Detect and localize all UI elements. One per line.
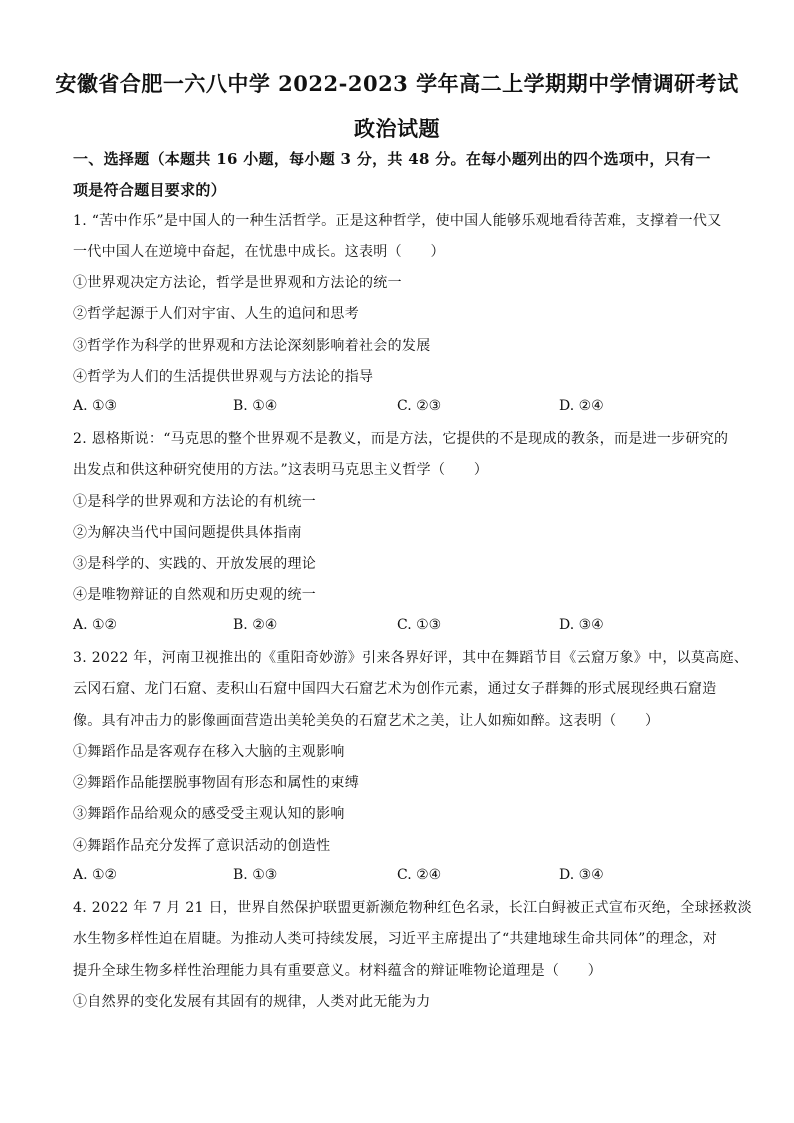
- section-heading-line-1: 一、选择题（本题共 16 小题，每小题 3 分，共 48 分。在每小题列出的四个选项中，只有一: [73, 150, 711, 168]
- question-3-statement-4: ④舞蹈作品充分发挥了意识活动的创造性: [73, 838, 331, 854]
- option-d: D. ②④: [559, 398, 604, 414]
- question-2-stem-line-2: 出发点和供这种研究使用的方法。”这表明马克思主义哲学（ ）: [73, 462, 489, 478]
- option-b: B. ①④: [233, 398, 278, 414]
- question-3-stem-line-2: 云冈石窟、龙门石窟、麦积山石窟中国四大石窟艺术为创作元素，通过女子群舞的形式展现经典石窟造: [73, 681, 717, 697]
- section-heading-line-2: 项是符合题目要求的）: [73, 181, 227, 199]
- option-b: B. ①③: [233, 867, 278, 883]
- question-2-options: [73, 617, 723, 637]
- option-c: C. ②④: [397, 867, 442, 883]
- option-d: D. ③④: [559, 867, 604, 883]
- question-3-statement-1: ①舞蹈作品是客观存在移入大脑的主观影响: [73, 744, 345, 760]
- question-4-stem-line-1: 4. 2022 年 7 月 21 日，世界自然保护联盟更新濒危物种红色名录，长江白鲟被正式宣布灭绝，全球拯救淡: [73, 900, 752, 916]
- question-3-stem-line-3: 像。具有冲击力的影像画面营造出美轮美奂的石窟艺术之美，让人如痴如醉。这表明（ ）: [73, 713, 660, 729]
- option-a: A. ①③: [73, 398, 118, 414]
- question-2-statement-2: ②为解决当代中国问题提供具体指南: [73, 525, 302, 541]
- option-b: B. ②④: [233, 617, 278, 633]
- option-c: C. ②③: [397, 398, 442, 414]
- question-1-stem-line-1: 1. “苦中作乐”是中国人的一种生活哲学。正是这种哲学，使中国人能够乐观地看待苦难，支撑着一代又: [73, 213, 722, 229]
- question-2-statement-4: ④是唯物辩证的自然观和历史观的统一: [73, 587, 317, 603]
- question-1-statement-4: ④哲学为人们的生活提供世界观与方法论的指导: [73, 369, 374, 385]
- question-1-statement-1: ①世界观决定方法论，哲学是世界观和方法论的统一: [73, 275, 402, 291]
- option-a: A. ①②: [73, 867, 118, 883]
- question-4-stem-line-3: 提升全球生物多样性治理能力具有重要意义。材料蕴含的辩证唯物论道理是（ ）: [73, 963, 603, 979]
- option-d: D. ③④: [559, 617, 604, 633]
- question-1-stem-line-2: 一代中国人在逆境中奋起，在忧患中成长。这表明（ ）: [73, 244, 445, 260]
- question-1-statement-3: ③哲学作为科学的世界观和方法论深刻影响着社会的发展: [73, 338, 431, 354]
- exam-subtitle: 政治试题: [354, 116, 440, 141]
- question-2-stem-line-1: 2. 恩格斯说：“马克思的整个世界观不是教义，而是方法，它提供的不是现成的教条，而是进一步研究的: [73, 431, 729, 447]
- question-4-statement-1: ①自然界的变化发展有其固有的规律，人类对此无能为力: [73, 994, 431, 1010]
- exam-title: 安徽省合肥一六八中学 2022-2023 学年高二上学期期中学情调研考试: [55, 71, 739, 96]
- question-2-statement-1: ①是科学的世界观和方法论的有机统一: [73, 494, 317, 510]
- question-3-statement-2: ②舞蹈作品能摆脱事物固有形态和属性的束缚: [73, 775, 359, 791]
- question-3-options: [73, 867, 723, 887]
- question-1-statement-2: ②哲学起源于人们对宇宙、人生的追问和思考: [73, 306, 359, 322]
- option-c: C. ①③: [397, 617, 442, 633]
- question-4-stem-line-2: 水生物多样性迫在眉睫。为推动人类可持续发展，习近平主席提出了“共建地球生命共同体”的理念，对: [73, 931, 718, 947]
- option-a: A. ①②: [73, 617, 118, 633]
- question-2-statement-3: ③是科学的、实践的、开放发展的理论: [73, 556, 317, 572]
- question-1-options: [73, 398, 723, 418]
- question-3-stem-line-1: 3. 2022 年，河南卫视推出的《重阳奇妙游》引来各界好评，其中在舞蹈节目《云窟万象》中，以莫高庭、: [73, 650, 749, 666]
- question-3-statement-3: ③舞蹈作品给观众的感受受主观认知的影响: [73, 806, 345, 822]
